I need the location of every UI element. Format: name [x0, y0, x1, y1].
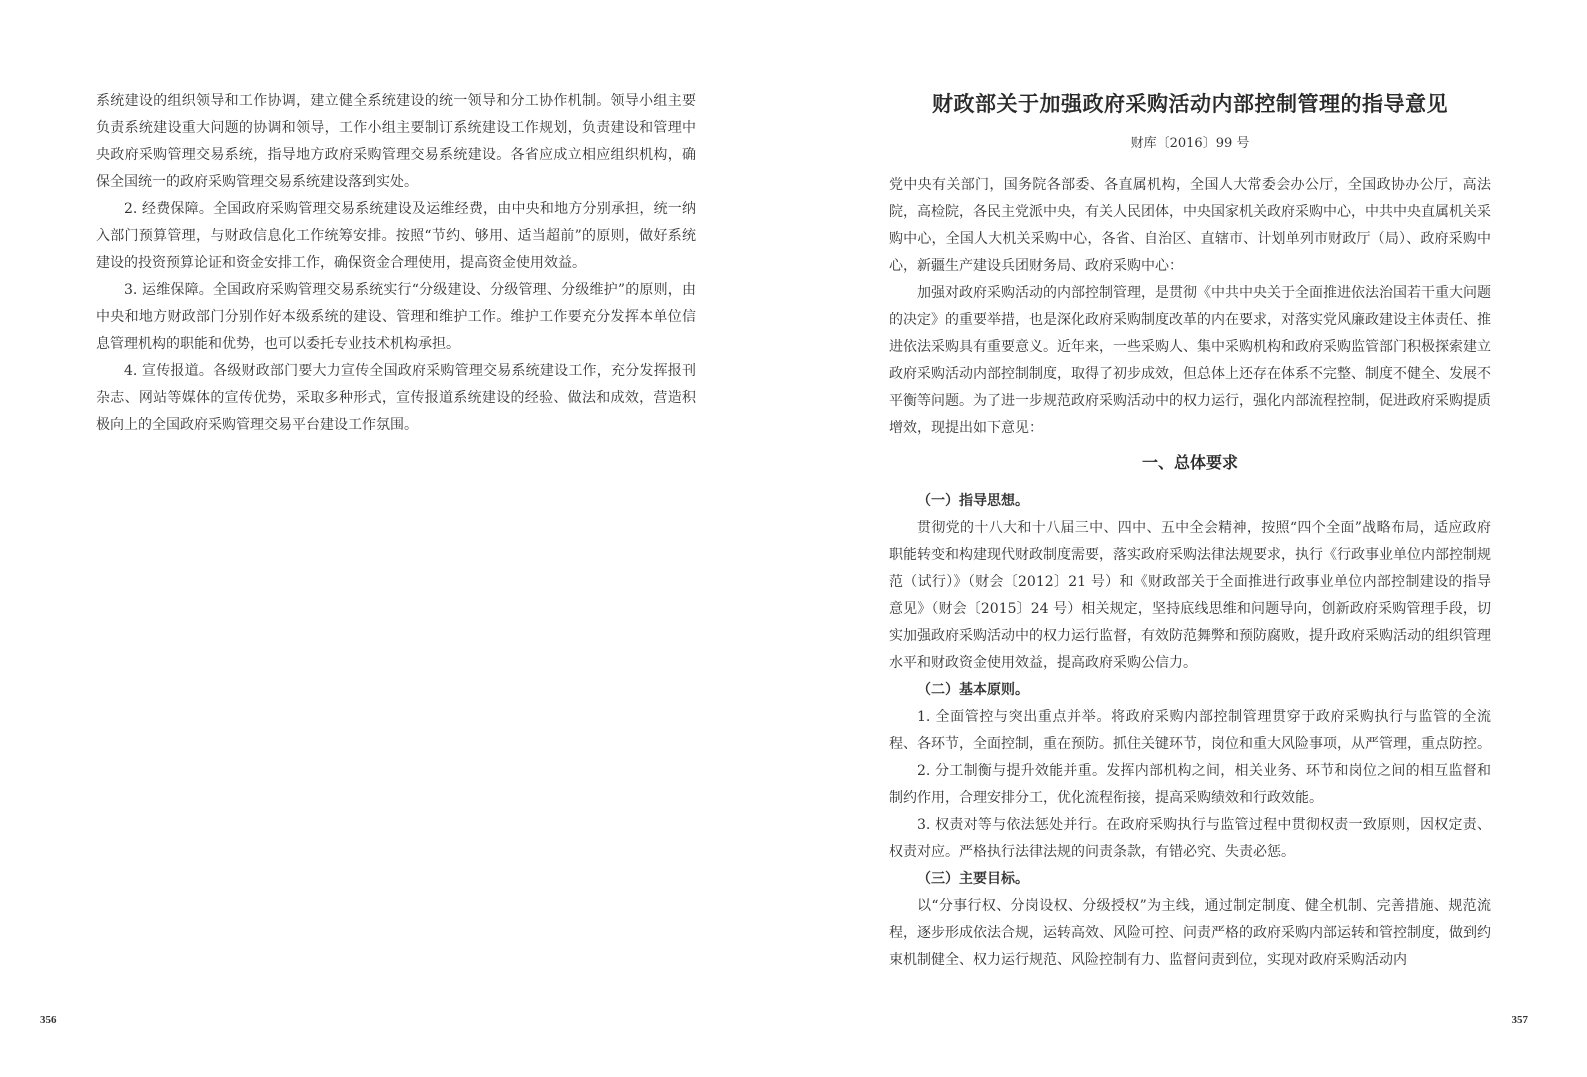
left-page [0, 0, 793, 1077]
paragraph-principle-3: 3. 权责对等与依法惩处并行。在政府采购执行与监管过程中贯彻权责一致原则，因权定责、权责对应。严格执行法律法规的问责条款，有错必究、失责必惩。 [889, 817, 1491, 860]
right-page-body [889, 88, 1491, 974]
recipients-paragraph: 党中央有关部门，国务院各部委、各直属机构，全国人大常委会办公厅，全国政协办公厅，高法院，高检院，各民主党派中央，有关人民团体，中央国家机关政府采购中心，中共中央直属机关采购中心，全国人大机关采购中心，各省、自治区、直辖市、计划单列市财政厅（局）、政府采购中心，新疆生产建设兵团财务局、政府采购中心： [889, 177, 1491, 274]
subheading-guiding-ideology: （一）指导思想。 [917, 493, 1029, 509]
paragraph-maintenance: 3. 运维保障。全国政府采购管理交易系统实行“分级建设、分级管理、分级维护”的原则，由中央和地方财政部门分别作好本级系统的建设、管理和维护工作。维护工作要充分发挥本单位信息管理机构的职能和优势，也可以委托专业技术机构承担。 [96, 282, 696, 352]
paragraph-main-goals: 以“分事行权、分岗设权、分级授权”为主线，通过制定制度、健全机制、完善措施、规范流程，逐步形成依法合规，运转高效、风险可控、问责严格的政府采购内部运转和管控制度，做到约束机制健全、权力运行规范、风险控制有力、监督问责到位，实现对政府采购活动内 [889, 898, 1491, 968]
right-page [793, 0, 1587, 1077]
paragraph-principle-1: 1. 全面管控与突出重点并举。将政府采购内部控制管理贯穿于政府采购执行与监管的全流程、各环节，全面控制，重在预防。抓住关键环节，岗位和重大风险事项，从严管理，重点防控。 [889, 709, 1491, 752]
intro-paragraph: 加强对政府采购活动的内部控制管理，是贯彻《中共中央关于全面推进依法治国若干重大问题的决定》的重要举措，也是深化政府采购制度改革的内在要求，对落实党风廉政建设主体责任、推进依法采购具有重要意义。近年来，一些采购人、集中采购机构和政府采购监管部门积极探索建立政府采购活动内部控制制度，取得了初步成效，但总体上还存在体系不完整、制度不健全、发展不平衡等问题。为了进一步规范政府采购活动中的权力运行，强化内部流程控制，促进政府采购提质增效，现提出如下意见： [889, 285, 1491, 436]
paragraph-guiding-ideology: 贯彻党的十八大和十八届三中、四中、五中全会精神，按照“四个全面”战略布局，适应政府职能转变和构建现代财政制度需要，落实政府采购法律法规要求，执行《行政事业单位内部控制规范（试行）》（财会〔2012〕21 号）和《财政部关于全面推进行政事业单位内部控制建设的指导意见》（财会〔2015〕24 号）相关规定，坚持底线思维和问题导向，创新政府采购管理手段，切实加强政府采购活动中的权力运行监督，有效防范舞弊和预防腐败，提升政府采购活动的组织管理水平和财政资金使用效益，提高政府采购公信力。 [889, 520, 1491, 671]
subheading-main-goals: （三）主要目标。 [917, 871, 1029, 887]
paragraph-funding: 2. 经费保障。全国政府采购管理交易系统建设及运维经费，由中央和地方分别承担，统一纳入部门预算管理，与财政信息化工作统筹安排。按照“节约、够用、适当超前”的原则，做好系统建设的投资预算论证和资金安排工作，确保资金合理使用，提高资金使用效益。 [96, 201, 696, 271]
paragraph-principle-2: 2. 分工制衡与提升效能并重。发挥内部机构之间，相关业务、环节和岗位之间的相互监督和制约作用，合理安排分工，优化流程衔接，提高采购绩效和行政效能。 [889, 763, 1491, 806]
left-page-body [96, 88, 696, 439]
page-number-right: 357 [1511, 1014, 1528, 1026]
subheading-basic-principles: （二）基本原则。 [917, 682, 1029, 698]
document-title: 财政部关于加强政府采购活动内部控制管理的指导意见 [932, 91, 1448, 116]
paragraph-continuation: 系统建设的组织领导和工作协调，建立健全系统建设的统一领导和分工协作机制。领导小组主要负责系统建设重大问题的协调和领导，工作小组主要制订系统建设工作规划，负责建设和管理中央政府采购管理交易系统，指导地方政府采购管理交易系统建设。各省应成立相应组织机构，确保全国统一的政府采购管理交易系统建设落到实处。 [96, 93, 696, 190]
page-number-left: 356 [40, 1014, 57, 1026]
section-heading: 一、总体要求 [1141, 453, 1238, 472]
paragraph-publicity: 4. 宣传报道。各级财政部门要大力宣传全国政府采购管理交易系统建设工作，充分发挥报刊杂志、网站等媒体的宣传优势，采取多种形式，宣传报道系统建设的经验、做法和成效，营造积极向上的全国政府采购管理交易平台建设工作氛围。 [96, 363, 696, 433]
document-number: 财库〔2016〕99 号 [1130, 136, 1250, 151]
